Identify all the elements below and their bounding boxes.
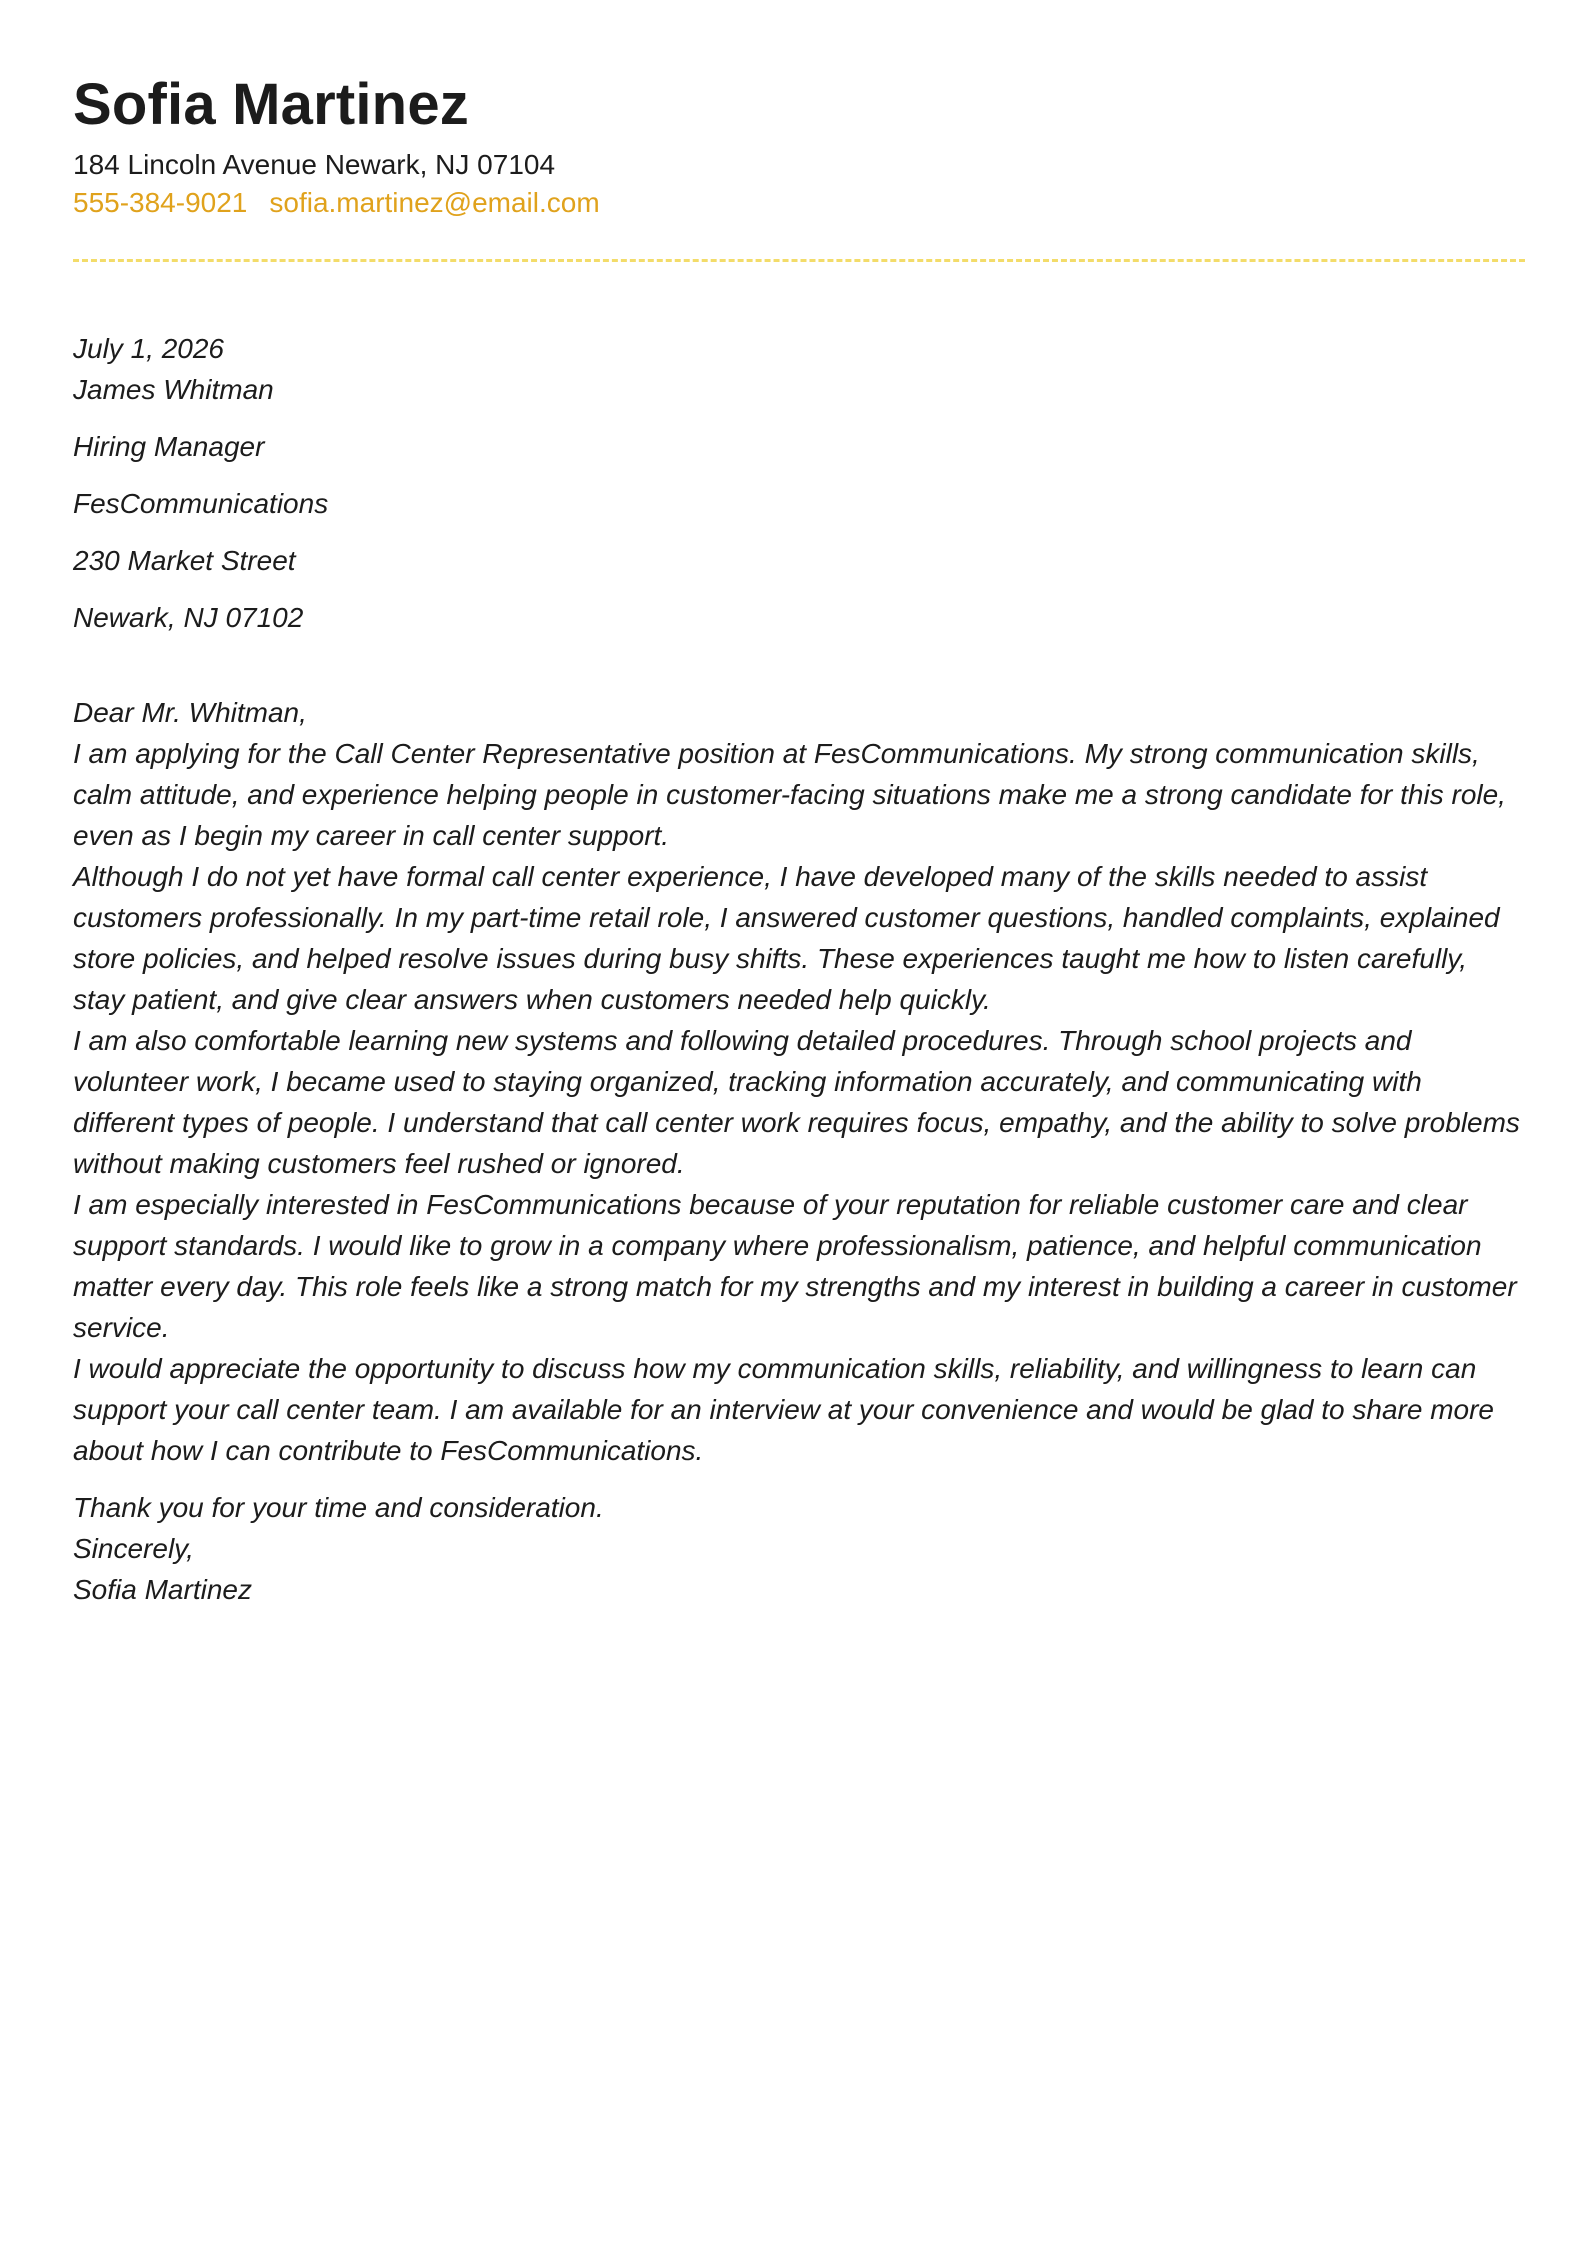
letter-date: July 1, 2026: [73, 333, 224, 364]
thanks-line: Thank you for your time and consideration.: [73, 1492, 604, 1523]
recipient-name: James Whitman: [73, 374, 274, 405]
recipient-company: FesCommunications: [73, 488, 329, 519]
body-paragraph: I am especially interested in FesCommunications because of your reputation for reliable customer care and clear support standards. I would like to grow in a company where professionalism, patience, and helpful communication matter every day. This role feels like a strong match for my strengths and my interest in building a career in customer service.: [73, 1189, 1517, 1343]
recipient-street: 230 Market Street: [73, 545, 296, 576]
applicant-email[interactable]: sofia.martinez@email.com: [269, 187, 600, 218]
body-paragraph: I would appreciate the opportunity to discuss how my communication skills, reliability, and willingness to learn can support your call center team. I am available for an interview at your convenience and would be glad to share more about how I can contribute to FesCommunications.: [73, 1353, 1494, 1466]
body-paragraph: I am also comfortable learning new systems and following detailed procedures. Through school projects and volunteer work, I became used to staying organized, tracking information accurately, and communicating with different types of people. I understand that call center work requires focus, empathy, and the ability to solve problems without making customers feel rushed or ignored.: [73, 1025, 1520, 1179]
recipient-city: Newark, NJ 07102: [73, 602, 304, 633]
applicant-address: 184 Lincoln Avenue Newark, NJ 07104: [73, 149, 556, 180]
signature: Sofia Martinez: [73, 1574, 252, 1605]
applicant-name: Sofia Martinez: [73, 72, 469, 137]
body-paragraph: I am applying for the Call Center Representative position at FesCommunications. My strong communication skills, calm attitude, and experience helping people in customer-facing situations make me a strong candidate for this role, even as I begin my career in call center support.: [73, 738, 1506, 851]
applicant-contacts: [73, 186, 600, 220]
recipient-title: Hiring Manager: [73, 431, 265, 462]
greeting: Dear Mr. Whitman,: [73, 697, 307, 728]
header-divider: [73, 259, 1525, 262]
applicant-phone[interactable]: 555-384-9021: [73, 187, 248, 218]
closing: Sincerely,: [73, 1533, 194, 1564]
recipient-block: [73, 361, 1525, 646]
letter-body: [73, 328, 1525, 1610]
body-paragraph: Although I do not yet have formal call center experience, I have developed many of the skills needed to assist customers professionally. In my part-time retail role, I answered customer questions, handled complaints, explained store policies, and helped resolve issues during busy shifts. These experiences taught me how to listen carefully, stay patient, and give clear answers when customers needed help quickly.: [73, 861, 1500, 1015]
